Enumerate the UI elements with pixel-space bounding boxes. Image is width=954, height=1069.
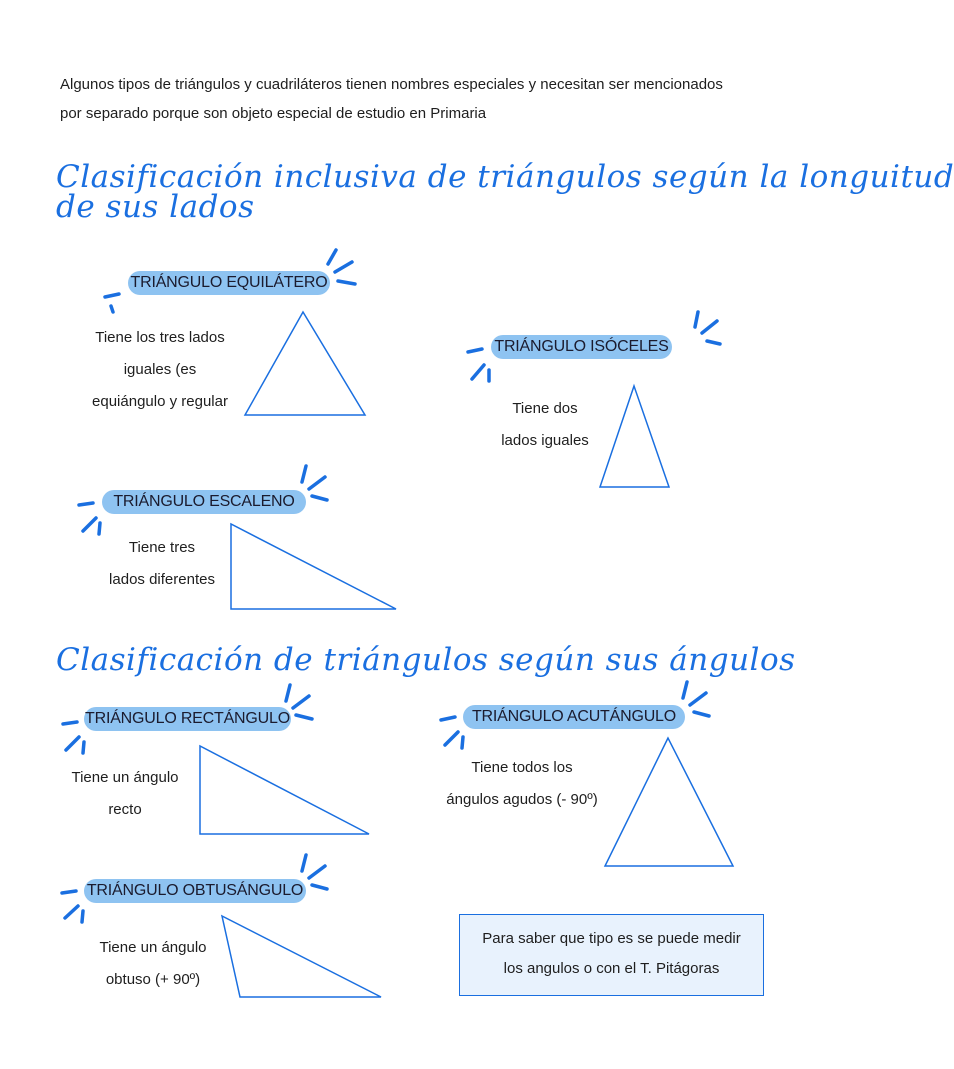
desc-acute-line-2: ángulos agudos (- 90º) [446,791,598,808]
label-acute: TRIÁNGULO ACUTÁNGULO [463,705,685,729]
heading-sides-line-2: de sus lados [56,189,255,225]
scalene-triangle-shape [231,524,396,609]
heading-sides-line-1: Clasificación inclusiva de triángulos según la longuitud [56,159,954,195]
note-line-1: Para saber que tipo es se puede medir [482,930,741,947]
desc-acute-line-1: Tiene todos los [471,759,573,776]
label-equilateral: TRIÁNGULO EQUILÁTERO [128,271,330,295]
note-box [459,914,764,996]
desc-equilateral-line-2: iguales (es [123,361,197,378]
label-scalene: TRIÁNGULO ESCALENO [102,490,306,514]
acute-triangle-shape [605,738,733,866]
intro-line-2: por separado porque son objeto especial de estudio en Primaria [60,105,487,122]
desc-obtuse [83,932,223,996]
equilateral-triangle-shape [245,312,365,415]
intro-line-1: Algunos tipos de triángulos y cuadriláteros tienen nombres especiales y necesitan ser mencionados [60,76,723,93]
desc-equilateral-line-1: Tiene los tres lados [95,329,225,346]
desc-scalene [92,532,232,596]
desc-acute [432,752,612,816]
obtuse-triangle-shape [222,916,381,997]
desc-obtuse-line-1: Tiene un ángulo [99,939,207,956]
desc-right-line-1: Tiene un ángulo [71,769,179,786]
desc-scalene-line-1: Tiene tres [128,539,196,556]
desc-obtuse-line-2: obtuso (+ 90º) [105,971,201,988]
desc-equilateral-line-3: equiángulo y regular [92,393,228,410]
label-obtuse: TRIÁNGULO OBTUSÁNGULO [84,879,306,903]
desc-right-line-2: recto [108,801,142,818]
desc-right [55,762,195,826]
right-triangle-shape [200,746,369,834]
note-line-2: los angulos o con el T. Pitágoras [503,960,720,977]
desc-isosceles-line-1: Tiene dos [512,400,578,417]
label-right: TRIÁNGULO RECTÁNGULO [84,707,291,731]
desc-equilateral [70,322,250,418]
heading-angles [56,642,796,678]
desc-isosceles [475,393,615,457]
desc-isosceles-line-2: lados iguales [501,432,589,449]
heading-angles-text: Clasificación de triángulos según sus ángulos [56,642,796,678]
desc-scalene-line-2: lados diferentes [109,571,215,588]
label-isosceles: TRIÁNGULO ISÓCELES [491,335,672,359]
